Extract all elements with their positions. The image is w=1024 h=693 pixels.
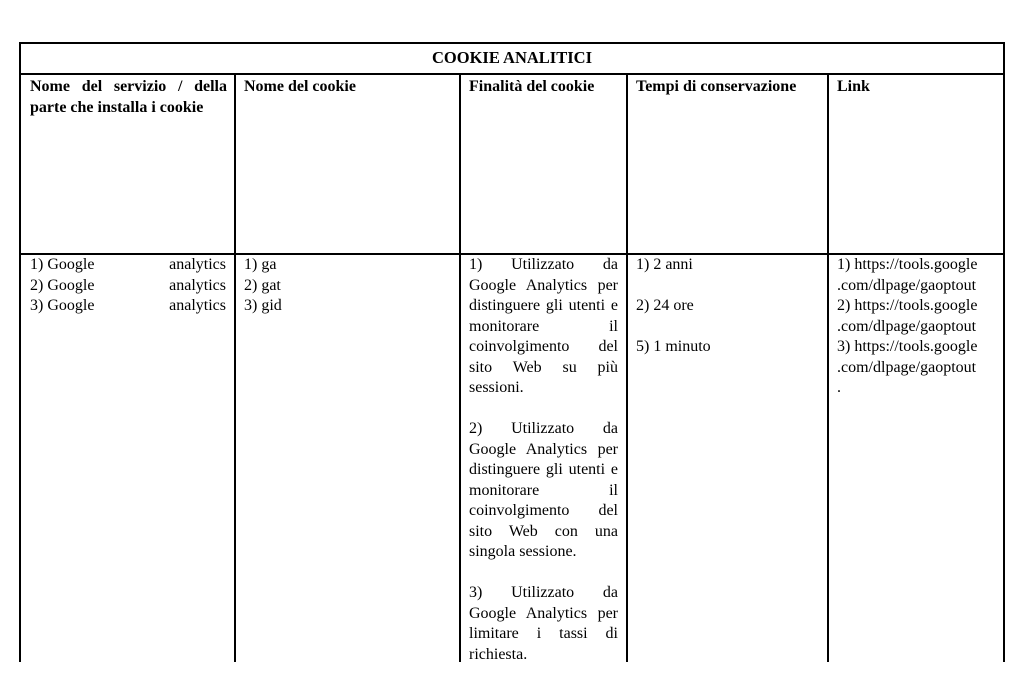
link-text: 2) https://tools.google xyxy=(837,297,978,314)
header-cookie-name: Nome del cookie xyxy=(244,78,356,95)
purpose-item: 2) Utilizzato da Google Analytics per distinguere gli utenti e monitorare il coinvolgimento del sito Web con una singola sessione. xyxy=(469,420,618,560)
header-purpose: Finalità del cookie xyxy=(469,78,595,95)
link-trailing-period: . xyxy=(837,379,841,396)
service-item: 1) Google analytics xyxy=(30,256,226,273)
header-link: Link xyxy=(837,78,870,95)
column-divider xyxy=(626,75,628,662)
service-item: 2) Google analytics xyxy=(30,276,226,294)
cookie-name-item: 1) ga xyxy=(244,256,277,273)
cookie-table xyxy=(19,42,1005,662)
link-text: .com/dlpage/gaoptout xyxy=(837,317,977,335)
link-text: .com/dlpage/gaoptout xyxy=(837,276,977,294)
header-service: Nome del servizio / della parte che installa i cookie xyxy=(30,78,227,116)
purpose-item: 1) Utilizzato da Google Analytics per distinguere gli utenti e monitorare il coinvolgimento del sito Web su più sessioni. xyxy=(469,256,618,396)
column-divider xyxy=(827,75,829,662)
cookie-name-cell xyxy=(244,255,444,317)
purpose-cell xyxy=(469,255,618,665)
link-text: 3) https://tools.google xyxy=(837,338,978,355)
cookie-name-item: 2) gat xyxy=(244,276,281,294)
cookie-name-item: 3) gid xyxy=(244,297,282,314)
link-cell xyxy=(837,255,1003,399)
retention-item: 1) 2 anni xyxy=(636,256,693,273)
service-item: 3) Google analytics xyxy=(30,297,226,314)
link-text: 1) https://tools.google xyxy=(837,256,978,273)
column-divider xyxy=(459,75,461,662)
retention-item: 2) 24 ore xyxy=(636,297,694,314)
retention-cell xyxy=(636,255,816,358)
link-text: .com/dlpage/gaoptout xyxy=(837,358,977,376)
retention-item: 5) 1 minuto xyxy=(636,338,711,355)
purpose-item: 3) Utilizzato da Google Analytics per limitare i tassi di richiesta. xyxy=(469,584,618,663)
column-divider xyxy=(234,75,236,662)
service-cell xyxy=(30,255,226,317)
table-title: COOKIE ANALITICI xyxy=(21,44,1003,75)
header-retention: Tempi di conservazione xyxy=(636,78,797,95)
